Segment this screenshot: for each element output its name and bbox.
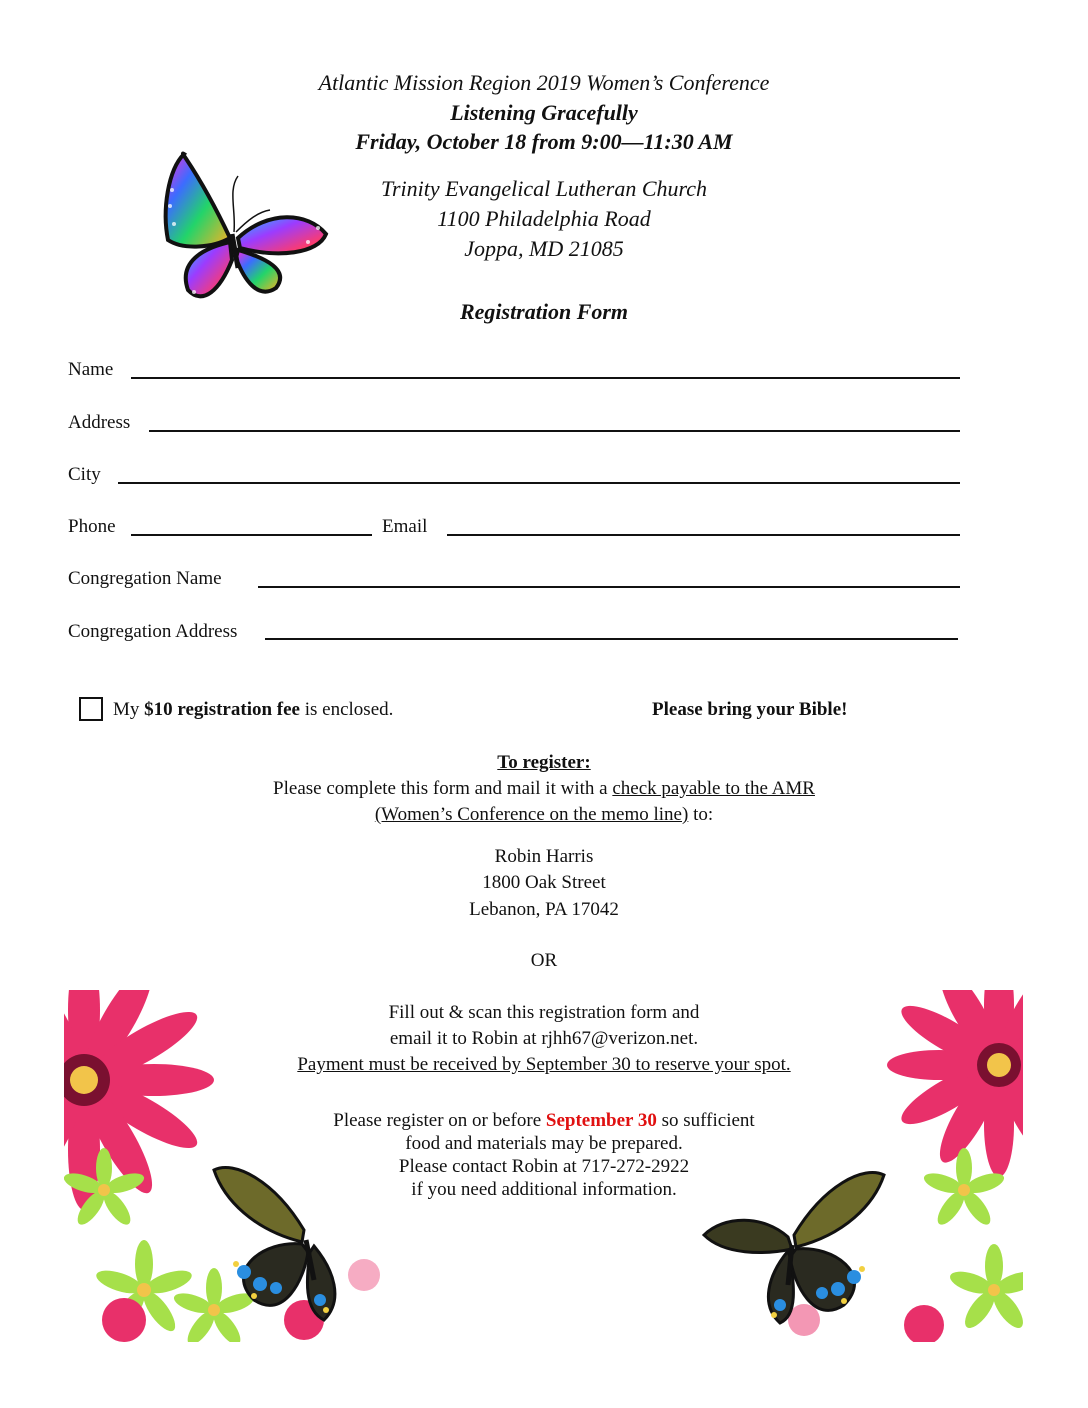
congregation-address-label: Congregation Address [68,621,238,642]
register-heading: To register: [497,752,591,773]
mail-city: Lebanon, PA 17042 [469,899,619,920]
name-label: Name [68,359,114,380]
city-label: City [68,464,101,485]
conference-date: Friday, October 18 from 9:00—11:30 AM [355,129,733,154]
register-deadline-b: so sufficient [661,1110,755,1131]
check-payable-text: check payable to the AMR [612,778,815,799]
fee-prefix: My [113,699,140,720]
email-label: Email [382,516,428,537]
congregation-name-field[interactable] [258,586,960,588]
register-line1 [0,776,1088,801]
mail-name: Robin Harris [494,846,594,867]
scan-line1: Fill out & scan this registration form and [388,1002,700,1023]
food-note: food and materials may be prepared. [405,1133,683,1154]
congregation-address-field[interactable] [265,638,958,640]
venue-name: Trinity Evangelical Lutheran Church [380,176,708,201]
phone-field[interactable] [131,534,372,536]
venue-street: 1100 Philadelphia Road [437,206,651,231]
name-field[interactable] [131,377,960,379]
congregation-name-label: Congregation Name [68,568,222,589]
form-title: Registration Form [459,299,629,324]
conference-theme: Listening Gracefully [450,100,638,125]
register-deadline [0,1108,1088,1133]
city-field[interactable] [118,482,960,484]
register-line1-a: Please complete this form and mail it with a [273,778,608,799]
butterfly-icon [158,150,330,305]
venue-city: Joppa, MD 21085 [464,236,624,261]
email-field[interactable] [447,534,960,536]
info-note: if you need additional information. [411,1179,677,1200]
fee-checkbox[interactable] [79,697,103,721]
register-line2 [0,802,1088,827]
register-deadline-a: Please register on or before [333,1110,542,1131]
deadline-date: September 30 [545,1110,657,1131]
fee-text [113,699,393,721]
conference-title: Atlantic Mission Region 2019 Women’s Conference [318,70,770,95]
phone-label: Phone [68,516,116,537]
mail-street: 1800 Oak Street [482,872,606,893]
fee-amount: $10 registration fee [144,699,300,720]
bible-note: Please bring your Bible! [652,699,848,720]
address-field[interactable] [149,430,960,432]
address-label: Address [68,412,131,433]
memo-line-text: (Women’s Conference on the memo line) [374,804,689,825]
payment-deadline: Payment must be received by September 30 to reserve your spot. [297,1054,791,1075]
scan-line2: email it to Robin at rjhh67@verizon.net. [389,1028,699,1049]
register-line2-b: to: [693,804,714,825]
fee-suffix: is enclosed. [304,699,394,720]
contact-note: Please contact Robin at 717-272-2922 [398,1156,690,1177]
or-separator: OR [530,950,558,971]
